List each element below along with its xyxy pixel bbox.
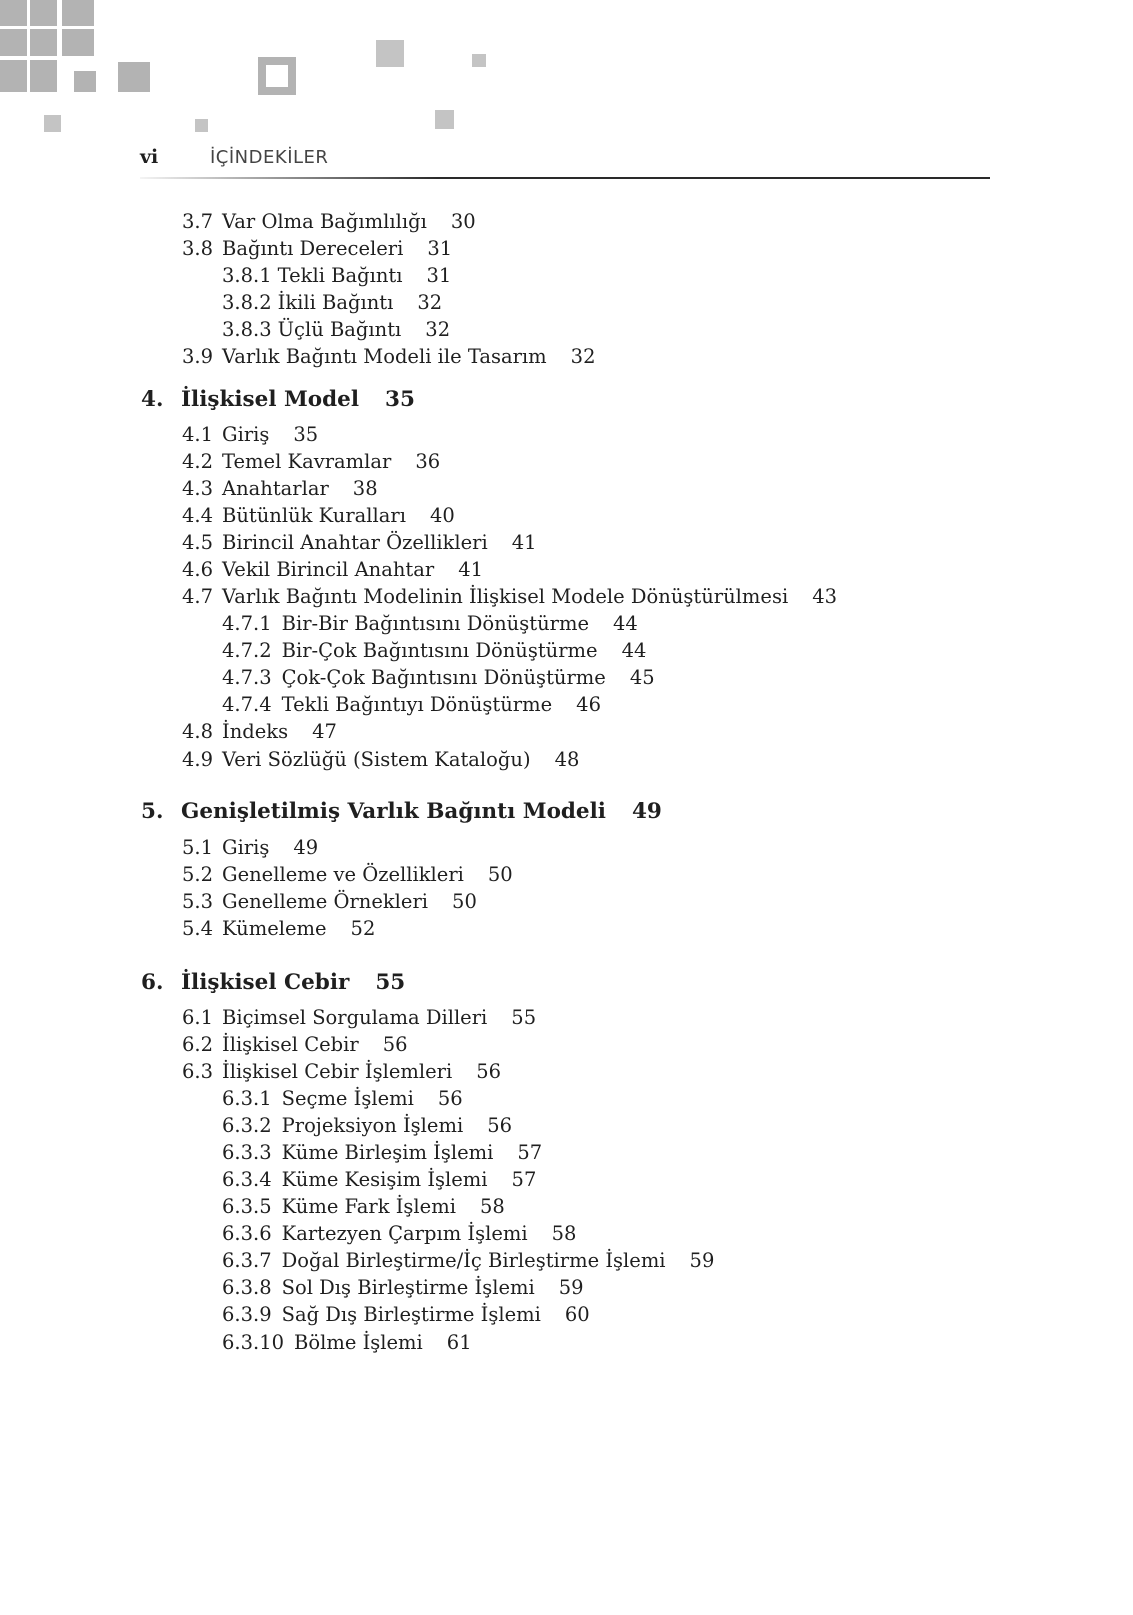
toc-entry-page: 44: [612, 612, 638, 635]
toc-entry-number: 4.8: [182, 720, 214, 743]
toc-entry-number: 6.3.7: [222, 1249, 272, 1272]
toc-entry-page: 48: [554, 748, 580, 771]
toc-entry[interactable]: [182, 210, 476, 234]
toc-entry-page: 59: [689, 1249, 715, 1272]
toc-entry[interactable]: [222, 666, 655, 690]
toc-entry-title: Anahtarlar: [222, 477, 329, 500]
toc-entry-title: Kartezyen Çarpım İşlemi: [281, 1222, 528, 1245]
toc-entry-title: Küme Kesişim İşlemi: [281, 1168, 488, 1191]
toc-entry[interactable]: [222, 1331, 472, 1355]
toc-entry-title: Var Olma Bağımlılığı: [222, 210, 427, 233]
toc-entry-title: Giriş: [222, 423, 270, 446]
toc-entry-page: 57: [511, 1168, 537, 1191]
toc-entry-number: 6.3.5: [222, 1195, 272, 1218]
toc-entry-number: 6.3.4: [222, 1168, 272, 1191]
toc-entry-title: Bir-Çok Bağıntısını Dönüştürme: [281, 639, 598, 662]
toc-entry-title: Biçimsel Sorgulama Dilleri: [222, 1006, 488, 1029]
toc-entry-number: 6.2: [182, 1033, 214, 1056]
toc-entry[interactable]: [222, 693, 601, 717]
toc-entry-number: 4.: [141, 387, 164, 412]
decor-square: [118, 62, 150, 92]
toc-entry[interactable]: [182, 585, 837, 609]
toc-entry-title: Genişletilmiş Varlık Bağıntı Modeli: [181, 799, 606, 824]
toc-entry-title: Bütünlük Kuralları: [222, 504, 406, 527]
toc-entry[interactable]: [182, 504, 455, 528]
toc-entry[interactable]: [182, 450, 440, 474]
toc-entry-number: 5.1: [182, 836, 214, 859]
toc-entry-page: 32: [417, 291, 443, 314]
toc-entry-title: İkili Bağıntı: [277, 291, 394, 314]
toc-entry-title: Seçme İşlemi: [281, 1087, 414, 1110]
toc-entry-title: Vekil Birincil Anahtar: [222, 558, 435, 581]
toc-entry-page: 36: [415, 450, 441, 473]
toc-entry-page: 56: [476, 1060, 502, 1083]
toc-entry[interactable]: [182, 558, 483, 582]
toc-entry-title: Kümeleme: [222, 917, 327, 940]
toc-entry-number: 4.7.2: [222, 639, 272, 662]
toc-entry-title: Giriş: [222, 836, 270, 859]
toc-entry-page: 56: [487, 1114, 513, 1137]
toc-entry-page: 32: [425, 318, 451, 341]
toc-entry[interactable]: [222, 1195, 505, 1219]
toc-entry-number: 5.: [141, 799, 164, 824]
toc-entry[interactable]: [222, 612, 638, 636]
toc-entry-number: 3.9: [182, 345, 214, 368]
toc-entry-number: 3.8.1: [222, 264, 272, 287]
decor-outline-square: [258, 57, 296, 95]
toc-entry[interactable]: [182, 531, 537, 555]
toc-chapter[interactable]: [141, 800, 662, 824]
toc-entry[interactable]: [182, 863, 513, 887]
toc-entry-number: 4.5: [182, 531, 214, 554]
toc-entry[interactable]: [182, 836, 318, 860]
decor-square: [195, 119, 208, 132]
toc-entry-page: 60: [564, 1303, 590, 1326]
toc-entry[interactable]: [222, 1303, 590, 1327]
decor-square: [62, 29, 94, 56]
toc-entry-number: 6.3.1: [222, 1087, 272, 1110]
toc-entry-page: 41: [511, 531, 537, 554]
toc-entry-number: 6.3.9: [222, 1303, 272, 1326]
toc-entry[interactable]: [222, 1141, 542, 1165]
toc-entry-title: İndeks: [222, 720, 289, 743]
toc-entry-title: Temel Kavramlar: [222, 450, 392, 473]
toc-entry-number: 6.3.3: [222, 1141, 272, 1164]
toc-entry[interactable]: [222, 639, 646, 663]
toc-entry-page: 31: [427, 237, 453, 260]
toc-entry-title: Genelleme Örnekleri: [222, 890, 429, 913]
toc-entry-title: Doğal Birleştirme/İç Birleştirme İşlemi: [281, 1249, 666, 1272]
toc-entry-number: 3.8: [182, 237, 214, 260]
toc-entry-title: Genelleme ve Özellikleri: [222, 863, 464, 886]
toc-entry[interactable]: [222, 291, 442, 315]
toc-entry-title: İlişkisel Cebir: [181, 970, 350, 995]
toc-entry-number: 4.7.3: [222, 666, 272, 689]
toc-entry-page: 30: [450, 210, 476, 233]
toc-entry-number: 5.3: [182, 890, 214, 913]
toc-entry-title: Sağ Dış Birleştirme İşlemi: [281, 1303, 541, 1326]
toc-entry-number: 4.2: [182, 450, 214, 473]
decor-square: [0, 29, 27, 56]
toc-entry[interactable]: [222, 1168, 536, 1192]
toc-entry-number: 6.3.2: [222, 1114, 272, 1137]
toc-chapter[interactable]: [141, 388, 415, 412]
toc-entry-page: 55: [375, 970, 406, 995]
toc-entry-page: 56: [382, 1033, 408, 1056]
toc-entry-number: 4.1: [182, 423, 214, 446]
toc-entry-page: 40: [429, 504, 455, 527]
toc-entry-number: 4.7: [182, 585, 214, 608]
toc-entry-page: 58: [479, 1195, 505, 1218]
decor-square: [435, 110, 454, 129]
toc-entry[interactable]: [182, 237, 452, 261]
toc-entry[interactable]: [182, 345, 595, 369]
header-rule: [140, 177, 990, 179]
toc-entry-page: 50: [487, 863, 513, 886]
toc-entry-number: 3.8.3: [222, 318, 272, 341]
toc-entry[interactable]: [222, 1114, 512, 1138]
toc-entry-number: 6.3.8: [222, 1276, 272, 1299]
toc-entry-page: 59: [558, 1276, 584, 1299]
toc-entry-number: 4.6: [182, 558, 214, 581]
toc-entry-page: 41: [458, 558, 484, 581]
toc-entry-page: 49: [293, 836, 319, 859]
toc-entry-number: 4.9: [182, 748, 214, 771]
decor-square: [30, 0, 57, 26]
toc-entry-title: Sol Dış Birleştirme İşlemi: [281, 1276, 535, 1299]
toc-entry-title: Tekli Bağıntıyı Dönüştürme: [281, 693, 553, 716]
toc-entry-page: 61: [446, 1331, 472, 1354]
toc-entry-title: Bir-Bir Bağıntısını Dönüştürme: [281, 612, 589, 635]
toc-entry[interactable]: [182, 1006, 536, 1030]
decor-square: [472, 54, 486, 67]
decor-square: [62, 0, 94, 26]
toc-entry-number: 6.3.10: [222, 1331, 285, 1354]
toc-entry-page: 52: [350, 917, 376, 940]
toc-entry-page: 44: [621, 639, 647, 662]
toc-entry-number: 4.3: [182, 477, 214, 500]
decor-square: [376, 40, 404, 67]
toc-entry-page: 35: [293, 423, 319, 446]
toc-entry-page: 57: [517, 1141, 543, 1164]
toc-entry-title: İlişkisel Cebir: [222, 1033, 359, 1056]
toc-entry[interactable]: [222, 264, 451, 288]
toc-entry-number: 4.7.4: [222, 693, 272, 716]
toc-entry-page: 47: [312, 720, 337, 743]
toc-entry[interactable]: [182, 890, 477, 914]
decor-square: [0, 0, 27, 26]
toc-entry[interactable]: [182, 917, 375, 941]
toc-entry[interactable]: [222, 1087, 463, 1111]
decor-square: [30, 29, 57, 56]
toc-entry-title: Bölme İşlemi: [294, 1331, 423, 1354]
toc-entry[interactable]: [222, 1276, 584, 1300]
toc-entry-title: İlişkisel Model: [181, 387, 360, 412]
toc-entry-page: 50: [452, 890, 477, 913]
toc-entry-title: Küme Birleşim İşlemi: [281, 1141, 494, 1164]
toc-entry-page: 55: [511, 1006, 537, 1029]
toc-entry-page: 56: [437, 1087, 463, 1110]
toc-entry-title: İlişkisel Cebir İşlemleri: [222, 1060, 453, 1083]
toc-entry[interactable]: [222, 318, 450, 342]
toc-entry-title: Birincil Anahtar Özellikleri: [222, 531, 488, 554]
decor-square: [74, 71, 96, 92]
decor-square: [0, 60, 27, 92]
toc-entry-page: 38: [352, 477, 378, 500]
decor-square: [30, 60, 57, 92]
page-number: vi: [140, 146, 159, 168]
toc-entry-title: Veri Sözlüğü (Sistem Kataloğu): [222, 748, 531, 771]
toc-entry-page: 45: [629, 666, 655, 689]
toc-entry-title: Projeksiyon İşlemi: [281, 1114, 464, 1137]
toc-entry[interactable]: [182, 748, 579, 772]
toc-entry-number: 6.: [141, 970, 164, 995]
toc-entry-page: 46: [576, 693, 601, 716]
toc-entry[interactable]: [182, 423, 318, 447]
toc-entry-title: Bağıntı Dereceleri: [222, 237, 404, 260]
toc-entry[interactable]: [182, 1033, 408, 1057]
toc-entry[interactable]: [222, 1222, 576, 1246]
toc-entry-page: 32: [570, 345, 596, 368]
toc-entry-number: 6.3.6: [222, 1222, 272, 1245]
toc-entry-title: Üçlü Bağıntı: [277, 318, 402, 341]
toc-entry-page: 31: [426, 264, 452, 287]
decor-square: [44, 115, 61, 132]
toc-entry-number: 5.4: [182, 917, 214, 940]
toc-entry[interactable]: [182, 477, 378, 501]
running-title: İÇİNDEKİLER: [210, 147, 329, 168]
toc-entry-number: 5.2: [182, 863, 214, 886]
toc-entry[interactable]: [182, 1060, 501, 1084]
toc-entry-title: Tekli Bağıntı: [277, 264, 403, 287]
toc-entry-title: Çok-Çok Bağıntısını Dönüştürme: [281, 666, 606, 689]
toc-entry-title: Varlık Bağıntı Modelinin İlişkisel Modele Dönüştürülmesi: [222, 585, 789, 608]
toc-entry-page: 35: [385, 387, 415, 412]
toc-entry-number: 4.7.1: [222, 612, 272, 635]
toc-entry-number: 6.3: [182, 1060, 214, 1083]
toc-entry[interactable]: [222, 1249, 714, 1273]
toc-entry-number: 4.4: [182, 504, 214, 527]
toc-entry-page: 43: [812, 585, 838, 608]
toc-entry-page: 49: [631, 799, 662, 824]
page-header: [140, 146, 990, 180]
toc-entry-page: 58: [551, 1222, 577, 1245]
toc-entry-number: 3.8.2: [222, 291, 272, 314]
toc-entry-number: 6.1: [182, 1006, 214, 1029]
toc-entry-number: 3.7: [182, 210, 214, 233]
toc-entry-title: Varlık Bağıntı Modeli ile Tasarım: [222, 345, 547, 368]
toc-entry[interactable]: [182, 720, 337, 744]
toc-chapter[interactable]: [141, 971, 405, 995]
toc-entry-title: Küme Fark İşlemi: [281, 1195, 456, 1218]
